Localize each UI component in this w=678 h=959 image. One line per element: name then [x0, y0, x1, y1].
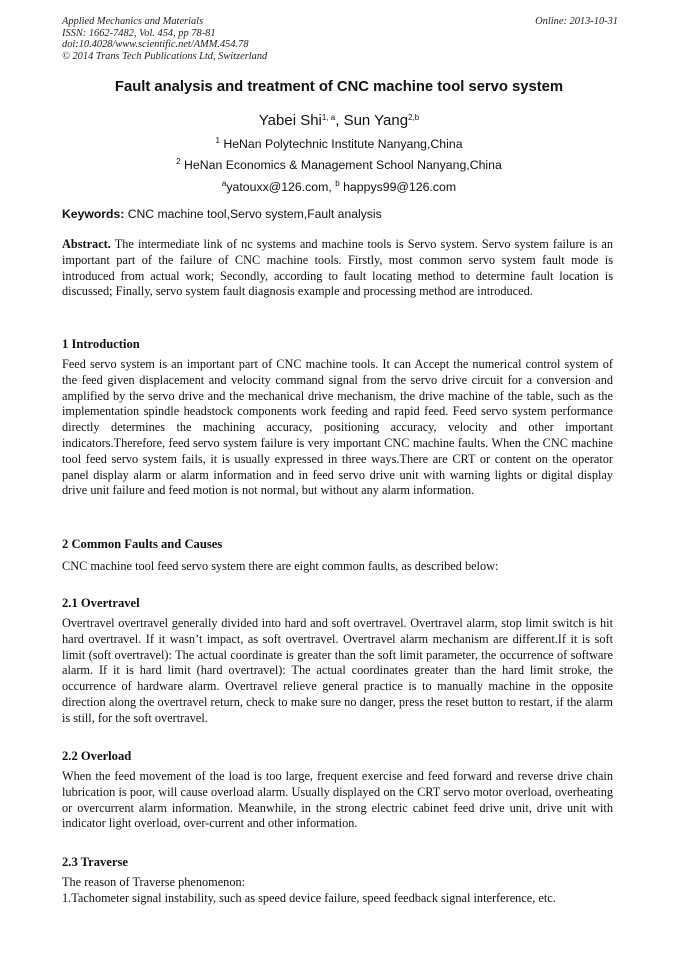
- body-paragraph: The reason of Traverse phenomenon:: [62, 875, 246, 889]
- email-address: happys99@126.com: [343, 180, 457, 194]
- email-superscript: a: [221, 179, 227, 188]
- journal-copyright: © 2014 Trans Tech Publications Ltd, Switzerland: [62, 50, 268, 62]
- online-date: Online: 2013-10-31: [535, 16, 618, 27]
- affiliation-superscript: 2: [176, 157, 181, 166]
- author-name: Sun Yang: [343, 112, 409, 129]
- affiliation-text: HeNan Economics & Management School Nanyang,China: [184, 158, 502, 172]
- journal-header: [62, 16, 618, 62]
- section-heading: 2 Common Faults and Causes: [62, 537, 223, 551]
- email-superscript: b: [335, 179, 340, 188]
- body-paragraph: Feed servo system is an important part of CNC machine tools. It can Accept the numerical control system of the feed given displacement and velocity command signal from the servo drive circuit for a conversion and amplified by the servo drive and the mechanical drive mechanism, the drive machine of the table, such as the implementation spindle headstock components work feeding and rapid feed. Feed servo system performance directly determines the machining accuracy, positioning accuracy, velocity and other important indicators.Therefore, feed servo system failure is very important CNC machine faults. When the CNC machine tool feed servo system fails, it is usually expressed in three ways.There are CRT or content on the operator panel display alarm or alarm information and in feed servo drive unit with warning lights or digital display drive unit failure and feed motion is not normal, but without any alarm information.: [62, 357, 613, 498]
- subsection-heading: 2.1 Overtravel: [62, 596, 140, 610]
- author-name: Yabei Shi: [258, 112, 322, 129]
- paper-title: Fault analysis and treatment of CNC machine tool servo system: [114, 79, 564, 95]
- author-separator: ,: [335, 112, 344, 129]
- affiliation-text: HeNan Polytechnic Institute Nanyang,China: [223, 137, 463, 151]
- author-line: [40, 112, 638, 129]
- email-address: yatouxx@126.com,: [226, 180, 336, 194]
- affiliation: [40, 158, 638, 172]
- abstract-label: Abstract.: [62, 237, 111, 251]
- body-paragraph: When the feed movement of the load is too large, frequent exercise and feed forward and reverse drive chain lubrication is poor, will cause overload alarm. Usually displayed on the CRT servo motor overload, overheating or overcurrent alarm information. Meanwhile, in the strong electric cabinet feed drive unit, drive unit with indicator light overload, over-current and other information.: [62, 769, 613, 831]
- author-superscript: 1, a: [321, 113, 336, 122]
- author-superscript: 2,b: [408, 113, 420, 122]
- affiliation-superscript: 1: [215, 136, 220, 145]
- keywords: [62, 207, 618, 221]
- section-heading: 1 Introduction: [62, 337, 140, 351]
- body-paragraph: Overtravel overtravel generally divided into hard and soft overtravel. Overtravel alarm, stop limit switch is hit hard overtravel. If it wasn’t impact, as soft overtravel. Overtravel alarm mechanism are different.If it is soft limit (soft overtravel): The actual coordinate is greater than the soft limit parameter, the occurrence of software alarm. If it is hard limit (hard overtravel): The actual coordinates greater than the hard limit stroke, the occurrence of hardware alarm. Overtravel relieve general practice is to manually machine in the opposite direction along the overtravel return, check to make sure no danger, press the reset button to restart, if the alarm is still, for the soft overtravel.: [62, 616, 613, 725]
- journal-issn: ISSN: 1662-7482, Vol. 454, pp 78-81: [62, 27, 216, 39]
- journal-name: Applied Mechanics and Materials: [62, 16, 204, 27]
- keywords-label: Keywords:: [62, 207, 125, 221]
- abstract-text: The intermediate link of nc systems and machine tools is Servo system. Servo system failure is an important part of the failure of CNC machine tools. Firstly, most common servo system fault mode is introduced from actual work; Secondly, according to fault locating method to determine fault location is discussed; Finally, servo system fault diagnosis example and processing method are introduced.: [62, 237, 614, 299]
- email-line: [40, 180, 638, 194]
- keywords-text: CNC machine tool,Servo system,Fault analysis: [127, 207, 382, 221]
- subsection-heading: 2.3 Traverse: [62, 855, 128, 869]
- affiliation: [40, 137, 638, 151]
- journal-doi: doi:10.4028/www.scientific.net/AMM.454.78: [62, 39, 249, 51]
- body-paragraph: 1.Tachometer signal instability, such as speed device failure, speed feedback signal interference, etc.: [62, 891, 556, 905]
- subsection-heading: 2.2 Overload: [62, 749, 132, 763]
- abstract: [62, 237, 613, 300]
- body-paragraph: CNC machine tool feed servo system there are eight common faults, as described below:: [62, 559, 499, 573]
